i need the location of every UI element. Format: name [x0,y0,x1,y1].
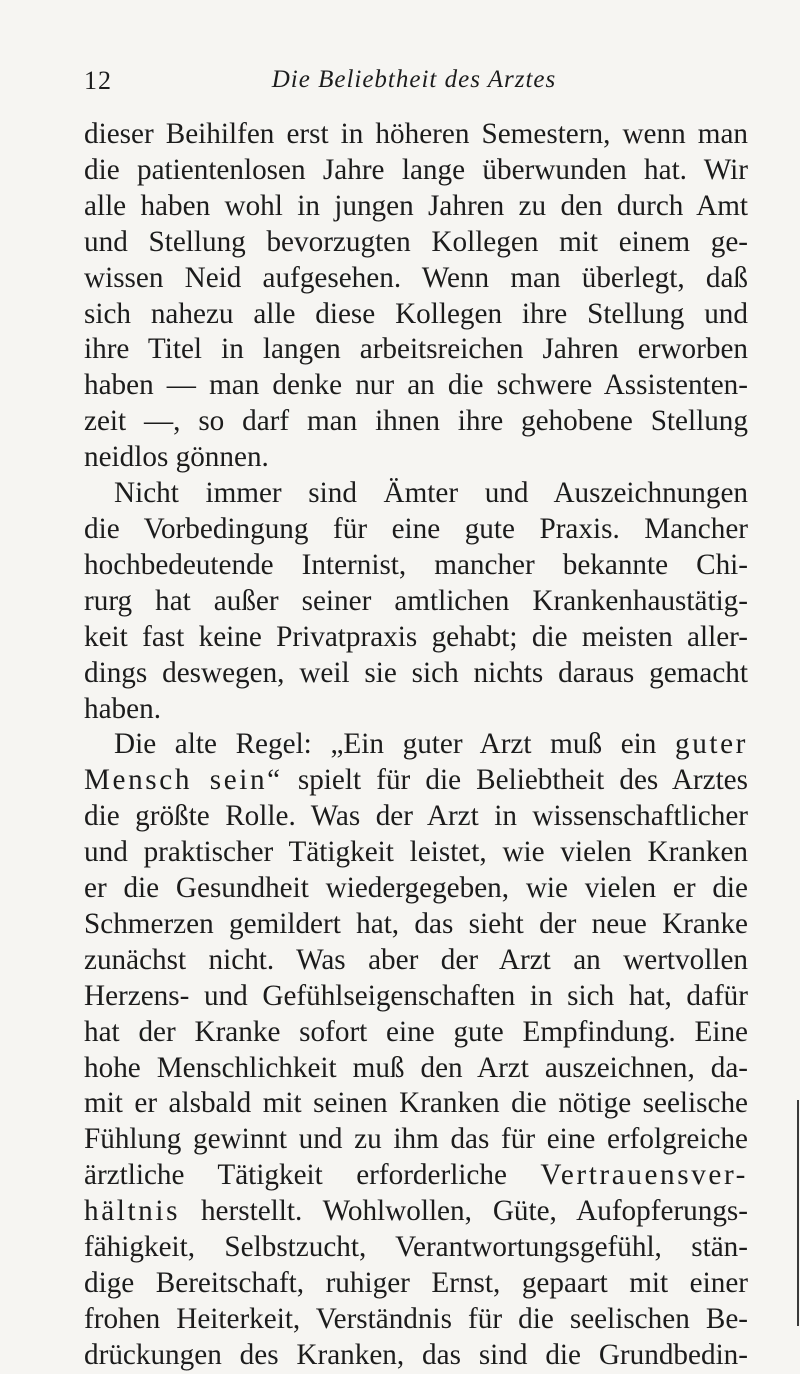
text-line [84,763,748,799]
running-title: Die Beliebtheit des Arztes [271,66,557,93]
text-line: dings deswegen, weil sie sich nichts daraus gemacht [84,656,748,689]
page-number: 12 [84,66,112,95]
text-line: hohe Menschlichkeit muß den Arzt auszeichnen, da- [84,1051,748,1084]
page-edge-line [797,1100,799,1326]
text-line: die patientenlosen Jahre lange überwunden hat. Wir [84,153,748,186]
text-line: die größte Rolle. Was der Arzt in wissenschaftlicher [84,800,748,833]
page-header [84,66,744,106]
text-segment: Die alte Regel: „Ein guter Arzt muß ein [114,728,657,761]
text-line: er die Gesundheit wiedergegeben, wie vielen er die [84,872,748,905]
text-line: und praktischer Tätigkeit leistet, wie vielen Kranken [84,836,748,869]
emphasized-text: Mensch sein“ [84,764,283,797]
text-line: hochbedeutende Internist, mancher bekannte Chi- [84,548,748,581]
text-line: dieser Beihilfen erst in höheren Semestern, wenn man [84,118,748,150]
text-line [84,1158,748,1194]
text-line: mit er alsbald mit seinen Kranken die nötige seelische [84,1087,748,1120]
text-line: zunächst nicht. Was aber der Arzt an wertvollen [84,943,748,976]
text-line: Fühlung gewinnt und zu ihm das für eine erfolgreiche [84,1123,748,1156]
text-line [84,727,748,763]
text-line: wissen Neid aufgesehen. Wenn man überlegt, daß [84,261,748,294]
text-line: zeit —, so darf man ihnen ihre gehobene Stellung [84,405,748,438]
text-line: Herzens- und Gefühlseigenschaften in sich hat, dafür [84,979,748,1012]
text-segment: ärztliche Tätigkeit erforderliche [84,1159,507,1192]
text-line: neidlos gönnen. [84,441,269,474]
text-line: Nicht immer sind Ämter und Auszeichnungen [114,477,748,510]
text-line: haben — man denke nur an die schwere Assistenten- [84,369,748,402]
text-line: haben. [84,692,161,725]
emphasized-text: Vertrauensver- [540,1159,748,1192]
text-line: rurg hat außer seiner amtlichen Krankenhaustätig- [84,584,748,617]
text-line: sich nahezu alle diese Kollegen ihre Stellung und [84,297,748,330]
text-line: ihre Titel in langen arbeitsreichen Jahren erworben [84,333,748,366]
text-line: hat der Kranke sofort eine gute Empfindung. Eine [84,1015,748,1048]
text-line: Schmerzen gemildert hat, das sieht der neue Kranke [84,907,748,940]
text-line: alle haben wohl in jungen Jahren zu den durch Amt [84,189,748,222]
text-line: keit fast keine Privatpraxis gehabt; die meisten aller- [84,620,748,653]
text-line: und Stellung bevorzugten Kollegen mit einem ge- [84,225,748,258]
emphasized-text: guter [675,728,749,761]
text-line [84,1194,748,1230]
text-segment: spielt für die Beliebtheit des Arztes [297,764,748,797]
body-text [84,117,748,1374]
emphasized-text: hältnis [84,1195,181,1228]
text-line: frohen Heiterkeit, Verständnis für die seelischen Be- [84,1302,748,1335]
text-line: drückungen des Kranken, das sind die Grundbedin- [84,1338,748,1371]
text-segment: herstellt. Wohlwollen, Güte, Aufopferungs- [200,1195,748,1228]
text-line: die Vorbedingung für eine gute Praxis. Mancher [84,512,748,545]
text-line: fähigkeit, Selbstzucht, Verantwortungsgefühl, stän- [84,1231,748,1264]
text-line: dige Bereitschaft, ruhiger Ernst, gepaart mit einer [84,1267,748,1299]
